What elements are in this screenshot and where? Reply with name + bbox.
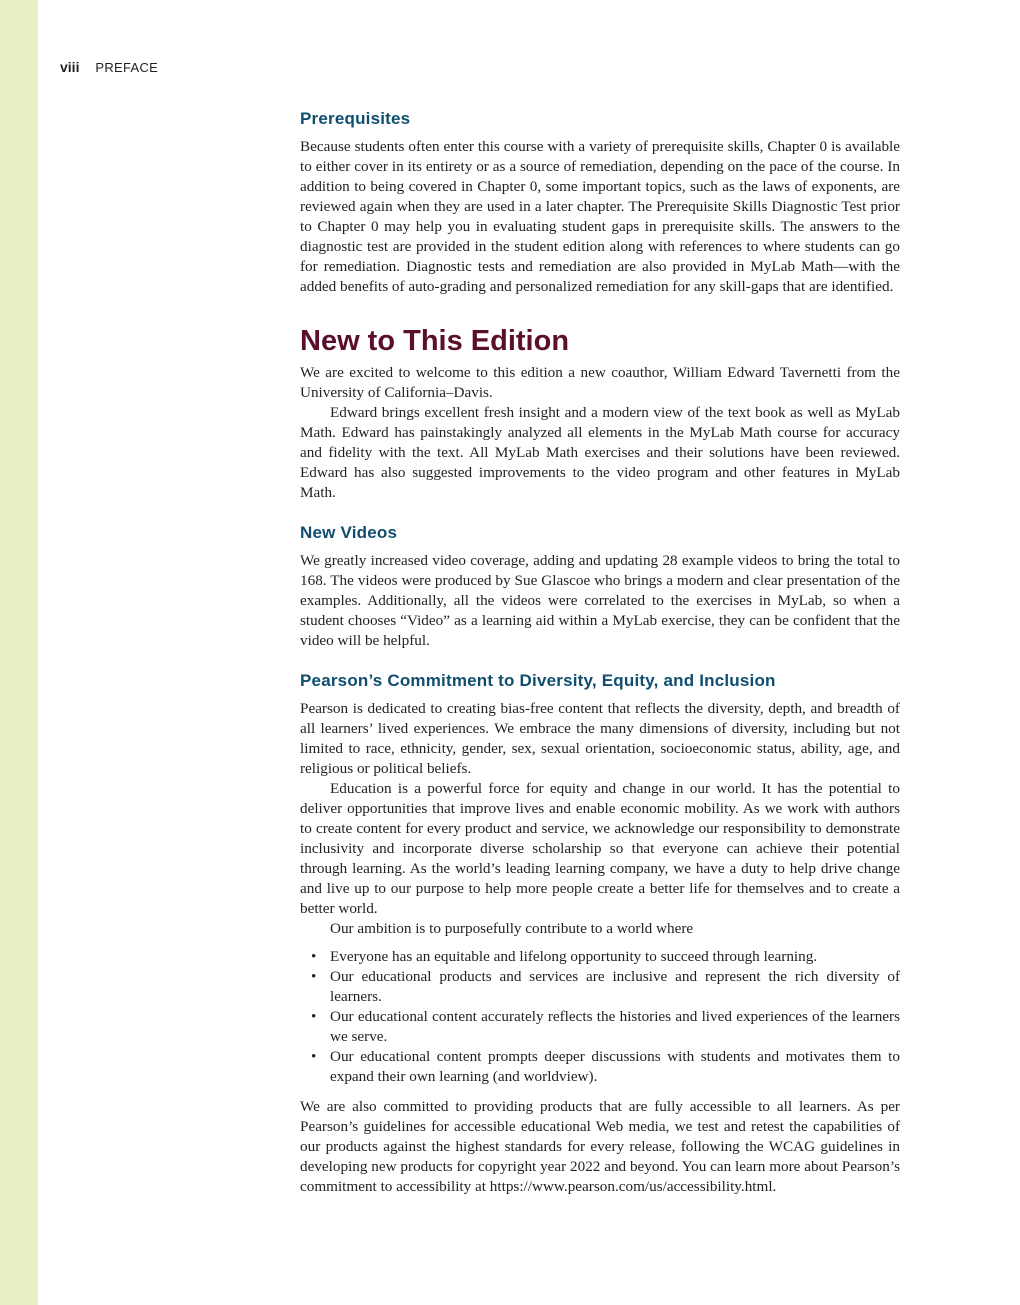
section-title: PREFACE	[95, 60, 159, 75]
list-item: • Our educational content prompts deeper discussions with students and motivates them to expand their own learning (and worldview).	[311, 1048, 900, 1085]
list-item: • Our educational products and services are inclusive and represent the rich diversity of learners.	[311, 968, 900, 1005]
diversity-paragraph-3: Our ambition is to purposefully contribute to a world where	[330, 920, 694, 937]
prerequisites-heading: Prerequisites	[300, 109, 411, 128]
diversity-heading: Pearson’s Commitment to Diversity, Equity, and Inclusion	[300, 671, 776, 690]
list-item: • Our educational content accurately reflects the histories and lived experiences of the learners we serve.	[311, 1008, 900, 1045]
bullet-icon: •	[311, 968, 317, 985]
new-videos-paragraph: We greatly increased video coverage, adding and updating 28 example videos to bring the total to 168. The videos were produced by Sue Glascoe who brings a modern and clear presentation of the examples. Additionally, all the videos were correlated to the exercises in MyLab, so when a student chooses “Video” as a learning aid within a MyLab exercise, they can be confident that the video will be helpful.	[300, 552, 900, 649]
page-content	[300, 106, 900, 1197]
commitment-list	[300, 947, 900, 1087]
diversity-paragraph-2: Education is a powerful force for equity and change in our world. It has the potential to deliver opportunities that improve lives and enable economic mobility. As we work with authors to create content for every product and service, we acknowledge our responsibility to demonstrate inclusivity and incorporate diverse scholarship so that everyone can achieve their potential through learning. As the world’s leading learning company, we have a duty to help drive change and live up to our purpose to help more people create a better life for themselves and to create a better world.	[300, 780, 900, 917]
bullet-icon: •	[311, 948, 317, 965]
running-head	[60, 59, 158, 75]
new-edition-heading: New to This Edition	[300, 325, 570, 357]
page-margin-band	[0, 0, 38, 1305]
bullet-icon: •	[311, 1048, 317, 1065]
list-item: • Everyone has an equitable and lifelong opportunity to succeed through learning.	[311, 948, 818, 965]
new-edition-paragraph-2: Edward brings excellent fresh insight and a modern view of the text book as well as MyLab Math. Edward has painstakingly analyzed all elements in the MyLab Math course for accuracy and fidelity with the text. All MyLab Math exercises and their solutions have been reviewed. Edward has also suggested improvements to the video program and other features in MyLab Math.	[300, 404, 900, 501]
new-edition-paragraph-1: We are excited to welcome to this edition a new coauthor, William Edward Tavernetti from the University of California–Davis.	[300, 364, 900, 401]
prerequisites-paragraph: Because students often enter this course with a variety of prerequisite skills, Chapter 0 is available to either cover in its entirety or as a source of remediation, depending on the pace of the course. In addition to being covered in Chapter 0, some important topics, such as the laws of exponents, are reviewed again when they are used in a later chapter. The Prerequisite Skills Diagnostic Test prior to Chapter 0 may help you in evaluating student gaps in prerequisite skills. The answers to the diagnostic test are provided in the student edition along with references to where students can go for remediation. Diagnostic tests and remediation are also provided in MyLab Math—with the added benefits of auto-grading and personalized remediation for any skill-gaps that are identified.	[300, 138, 900, 295]
diversity-paragraph-1: Pearson is dedicated to creating bias-free content that reflects the diversity, depth, and breadth of all learners’ lived experiences. We embrace the many dimensions of diversity, including but not limited to race, ethnicity, gender, sex, sexual orientation, socioeconomic status, ability, age, and religious or political beliefs.	[300, 700, 900, 777]
bullet-icon: •	[311, 1008, 317, 1025]
new-videos-heading: New Videos	[300, 523, 398, 542]
page-number: viii	[60, 59, 80, 75]
accessibility-paragraph: We are also committed to providing products that are fully accessible to all learners. As per Pearson’s guidelines for accessible educational Web media, we test and retest the capabilities of our products against the highest standards for every release, following the WCAG guidelines in developing new products for copyright year 2022 and beyond. You can learn more about Pearson’s commitment to accessibility at https://www.pearson.com/us/accessibility.html.	[300, 1098, 900, 1195]
